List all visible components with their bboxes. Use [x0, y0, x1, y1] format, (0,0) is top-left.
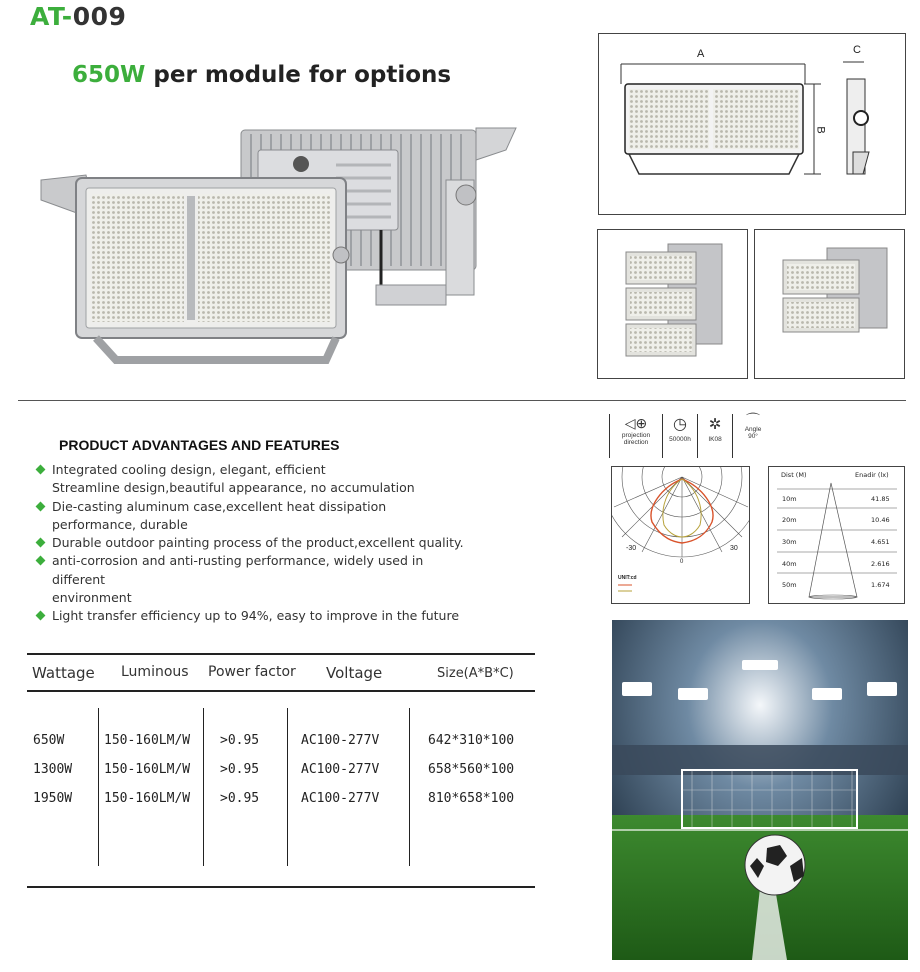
spec-column-divider [203, 708, 204, 866]
spec-header-power-factor: Power factor [208, 664, 296, 680]
spec-table-top-rule [27, 653, 535, 655]
spec-cell: AC100-277V [301, 791, 380, 806]
spec-cell: >0.95 [220, 791, 260, 806]
spec-cell: 650W [33, 733, 65, 748]
product-photo [36, 120, 526, 370]
dimension-drawing-svg [599, 34, 905, 214]
three-module-photo [597, 229, 748, 379]
dimension-label-b: B [814, 126, 827, 134]
polar-left-angle: -30 [626, 545, 637, 552]
illuminance-enadir-header: Enadir (lx) [855, 471, 889, 479]
feature-item [36, 498, 476, 535]
icon-cell-projection [609, 414, 663, 458]
spec-cell: 658*560*100 [428, 762, 515, 777]
illuminance-dist-1: 10m [782, 495, 797, 503]
stadium-photo [612, 620, 908, 960]
spec-cell: 642*310*100 [428, 733, 515, 748]
polar-right-angle: 30 [730, 545, 738, 552]
spec-table-bottom-rule [27, 886, 535, 888]
spec-cell: 810*658*100 [428, 791, 515, 806]
spec-cell: 150-160LM/W [104, 791, 191, 806]
spec-header-wattage: Wattage [32, 664, 95, 682]
feature-line: anti-corrosion and anti-rusting performance, widely used in different [52, 553, 424, 587]
spec-cell: AC100-277V [301, 733, 380, 748]
spec-column-divider [409, 708, 410, 866]
two-module-photo [754, 229, 905, 379]
ik08-label: IK08 [708, 436, 722, 443]
illuminance-value-2: 10.46 [871, 516, 890, 524]
spec-table-header-rule [27, 690, 535, 692]
feature-item [36, 607, 476, 625]
three-module-svg [598, 230, 747, 378]
power-value: 650W [72, 62, 146, 88]
icon-cell-angle [733, 414, 773, 458]
model-dash: - [61, 2, 73, 31]
spec-cell: 150-160LM/W [104, 762, 191, 777]
projection-direction-icon: ◁⊕ [624, 415, 648, 431]
feature-icons-row [609, 414, 799, 458]
feature-item [36, 461, 476, 498]
diamond-bullet-icon [36, 465, 46, 475]
illuminance-table [768, 466, 905, 604]
beam-angle-icon: ⌒ [746, 412, 760, 428]
spec-cell: >0.95 [220, 762, 260, 777]
model-prefix: AT [30, 2, 62, 31]
spec-column-divider [98, 708, 99, 866]
spec-cell: 150-160LM/W [104, 733, 191, 748]
dimension-label-c: C [853, 44, 861, 56]
illuminance-value-5: 1.674 [871, 581, 890, 589]
features-list [36, 461, 476, 626]
illuminance-value-1: 41.85 [871, 495, 890, 503]
polar-center-angle: 0 [680, 559, 684, 565]
two-module-svg [755, 230, 904, 378]
polar-unit: UNIT:cd [618, 575, 637, 581]
front-light-module [41, 175, 349, 360]
section-divider [18, 400, 906, 401]
beam-angle-top-label: Angle [744, 426, 762, 433]
spec-cell: AC100-277V [301, 762, 380, 777]
model-number: 009 [72, 2, 127, 31]
feature-line: Durable outdoor painting process of the product,excellent quality. [52, 535, 464, 551]
spec-header-voltage: Voltage [326, 664, 383, 682]
illuminance-value-3: 4.651 [871, 538, 890, 546]
polar-distribution-chart [611, 466, 750, 604]
illuminance-dist-3: 30m [782, 538, 797, 546]
illuminance-dist-2: 20m [782, 516, 797, 524]
feature-item [36, 552, 476, 607]
illuminance-dist-header: Dist (M) [781, 471, 807, 479]
power-text: per module for options [153, 62, 452, 88]
spec-cell: 1300W [33, 762, 73, 777]
feature-line: performance, durable [52, 516, 188, 532]
power-subtitle [72, 62, 451, 88]
feature-line: environment [52, 590, 132, 606]
ik08-impact-icon: ✲ [708, 416, 722, 433]
lifetime-clock-icon: ◷ [673, 416, 687, 433]
diamond-bullet-icon [36, 611, 46, 621]
spec-header-luminous: Luminous [121, 664, 189, 680]
feature-item [36, 534, 476, 552]
lifetime-label: 50000h [669, 436, 691, 443]
beam-angle-label: 90° [748, 433, 758, 440]
feature-line: Die-casting aluminum case,excellent heat dissipation [52, 498, 387, 514]
spec-cell: >0.95 [220, 733, 260, 748]
features-title: PRODUCT ADVANTAGES AND FEATURES [59, 437, 340, 453]
spec-header-size: Size(A*B*C) [437, 666, 514, 681]
icon-cell-ik [698, 414, 733, 458]
dimension-drawing [598, 33, 906, 215]
feature-line: Integrated cooling design, elegant, efficient [52, 462, 326, 477]
polar-svg [612, 467, 749, 603]
illuminance-dist-4: 40m [782, 560, 797, 568]
dimension-label-a: A [697, 48, 705, 60]
spec-column-divider [287, 708, 288, 866]
projection-direction-label: projection direction [621, 432, 651, 446]
feature-line: Light transfer efficiency up to 94%, easy to improve in the future [52, 608, 460, 624]
diamond-bullet-icon [36, 556, 46, 566]
illuminance-dist-5: 50m [782, 581, 797, 589]
model-title [30, 2, 126, 31]
feature-line: Streamline design,beautiful appearance, no accumulation [52, 480, 415, 496]
spec-cell: 1950W [33, 791, 73, 806]
icon-cell-lifetime [663, 414, 698, 458]
diamond-bullet-icon [36, 501, 46, 511]
illuminance-value-4: 2.616 [871, 560, 890, 568]
diamond-bullet-icon [36, 538, 46, 548]
